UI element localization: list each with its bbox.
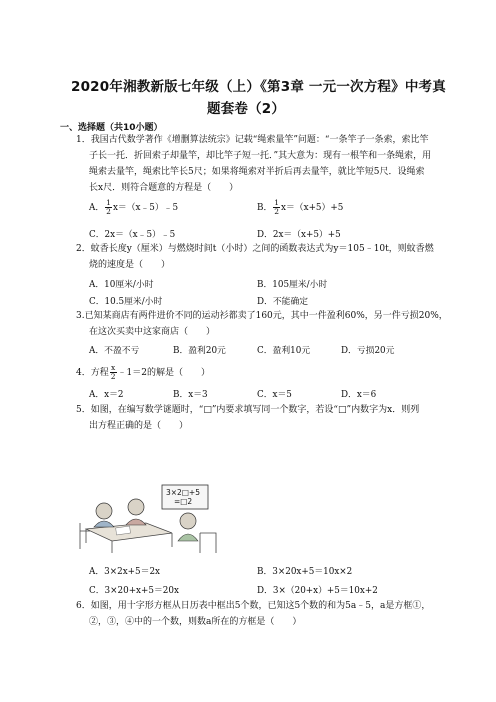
board-text-line1: 3×2□+5 — [166, 488, 200, 497]
option-c: C．盈利10元 — [257, 346, 311, 356]
question-5-line: 5．如图，在编写数学谜题时，“□”内要求填写同一个数字，若设“□”内数字为x．则列 — [76, 405, 420, 415]
student-head — [180, 513, 196, 529]
classroom-illustration — [76, 483, 226, 555]
option-c: C．3×20+x+5＝20x — [89, 586, 179, 596]
option-a: A．10厘米/小时 — [89, 280, 154, 290]
question-1-line: 子长一托．折回索子却量竿，却比竿子短一托．”其大意为：现有一根竿和一条绳索，用 — [89, 151, 432, 161]
question-6-line: ②，③，④中的一个数，则数a所在的方框是（ ） — [89, 617, 302, 627]
question-1-line: 长x尺．则符合题意的方程是（ ） — [89, 183, 239, 193]
option-a: A．3×2x+5＝2x — [89, 567, 160, 577]
question-2-line: 2．蚊香长度y（厘米）与燃烧时间t（小时）之间的函数表达式为y＝105﹣10t，则蚊香燃 — [76, 244, 434, 254]
option-b: B．105厘米/小时 — [257, 280, 328, 290]
option-text: x＝（x+5）+5 — [281, 203, 344, 213]
question-1-line: 绳索去量竿，绳索比竿长5尺；如果将绳索对半折后再去量竿，就比竿短5尺．设绳索 — [89, 167, 425, 177]
option-d: D．2x＝（x+5）+5 — [257, 230, 341, 240]
fraction-denominator: 2 — [274, 207, 280, 216]
fraction — [110, 364, 117, 381]
option-label: A． — [89, 203, 105, 213]
student-head — [128, 499, 144, 515]
question-3-line: 3.已知某商店有两件进价不同的运动衫都卖了160元，其中一件盈利60%，另一件亏损20%， — [76, 311, 448, 321]
question-2-line: 烧的速度是（ ） — [89, 260, 171, 270]
option-c: C．2x＝（x﹣5）﹣5 — [89, 230, 176, 240]
option-a: A．不盈不亏 — [89, 346, 140, 356]
option-label: B． — [257, 203, 273, 213]
fraction-numerator: x — [111, 363, 116, 372]
option-a — [89, 199, 178, 216]
page-title: 2020年湘教新版七年级（上）《第3章 一元一次方程》中考真 — [71, 79, 446, 95]
page-title-line2: 题套卷（2） — [207, 101, 286, 117]
question-6-line: 6．如图，用十字形方框从日历表中框出5个数，已知这5个数的和为5a﹣5，a是方框①， — [76, 601, 431, 611]
fraction-denominator: 2 — [110, 372, 116, 381]
question-1-line: 1．我国古代数学著作《增删算法统宗》记载“绳索量竿”问题：“一条竿子一条索，索比竿 — [76, 135, 429, 145]
option-d: D．x＝6 — [341, 390, 377, 400]
question-5-line: 出方程正确的是（ ） — [89, 421, 189, 431]
question-4-line — [76, 364, 210, 381]
option-d: D．亏损20元 — [341, 346, 395, 356]
board-text-line2: =□2 — [174, 497, 193, 506]
option-b: B．3×20x+5＝10x×2 — [257, 567, 353, 577]
option-c: C．10.5厘米/小时 — [89, 297, 163, 307]
option-b: B．盈利20元 — [173, 346, 226, 356]
option-d: D．3×（20+x）+5＝10x+2 — [257, 586, 378, 596]
question-4-suffix: ﹣1＝2的解是（ ） — [117, 368, 210, 378]
question-4-prefix: 4．方程 — [76, 368, 109, 378]
question-3-line: 在这次买卖中这家商店（ ） — [89, 327, 216, 337]
option-b: B．x＝3 — [173, 390, 208, 400]
fraction — [105, 199, 112, 216]
option-b — [257, 199, 343, 216]
classroom-drawing — [76, 483, 226, 555]
option-a: A．x＝2 — [89, 390, 124, 400]
option-c: C．x＝5 — [257, 390, 292, 400]
option-text: x＝（x﹣5）﹣5 — [112, 203, 179, 213]
section-heading: 一、选择题（共10小题） — [60, 123, 163, 133]
student-head — [96, 503, 112, 519]
fraction — [273, 199, 280, 216]
option-d: D．不能确定 — [257, 297, 309, 307]
fraction-denominator: 2 — [106, 207, 111, 216]
fraction-numerator: 1 — [106, 198, 111, 207]
fraction-numerator: 1 — [274, 198, 280, 207]
